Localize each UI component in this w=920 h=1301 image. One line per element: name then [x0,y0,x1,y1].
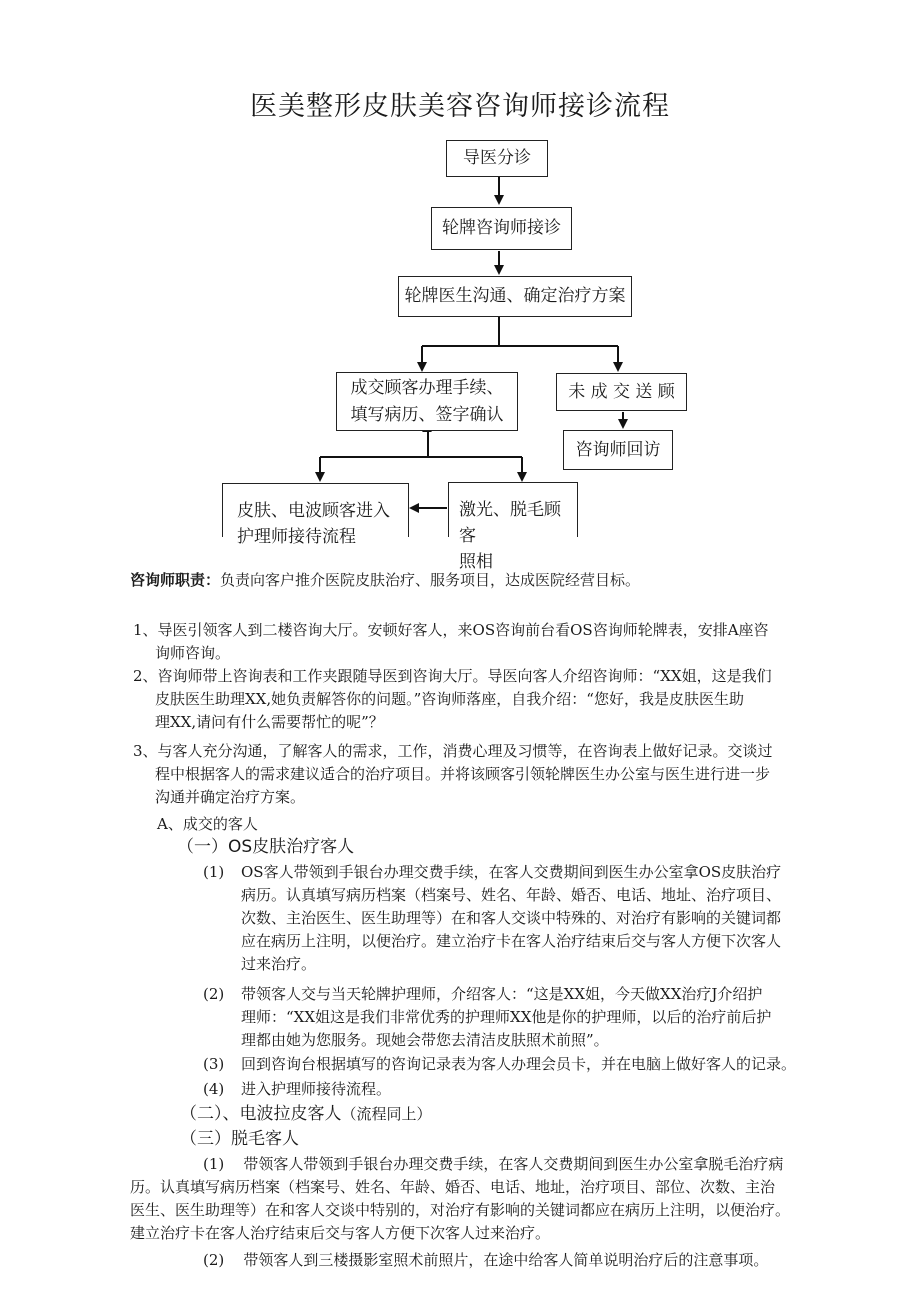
flow-step-deal: 成交顾客办理手续、 填写病历、签字确认 [336,372,518,431]
item-3: 3、与客人充分沟通，了解客人的需求，工作，消费心理及习惯等，在咨询表上做好记录。交谈过 程中根据客人的需求建议适合的治疗项目。并将该顾客引领轮牌医生办公室与医生进行进一步 沟通并确定治疗方案。 [133,742,773,806]
flow-step-triage: 导医分诊 [446,140,548,177]
section-2-heading: （二）、电波拉皮客人（流程同上） [180,1104,432,1124]
sec1-step-3-num: (3) [203,1055,225,1073]
duty-line [130,569,640,592]
sec1-step-1-num: (1) [203,863,225,881]
item-2: 2、咨询师带上咨询表和工作夹跟随导医到咨询大厅。导医向客人介绍咨询师：“XX姐，这是我们 皮肤医生助理XX,她负责解答你的问题。”咨询师落座，自我介绍：“您好，我是皮肤医生助 理XX,请问有什么需要帮忙的呢”？ [133,667,772,731]
flow-step-consultant-reception: 轮牌咨询师接诊 [431,207,572,250]
sec1-step-2-num: (2) [203,985,225,1003]
sec1-step-3: 回到咨询台根据填写的咨询记录表为客人办理会员卡，并在电脑上做好客人的记录。 [241,1055,797,1073]
flow-step-followup: 咨询师回访 [563,430,673,470]
flow-step-doctor-plan: 轮牌医生沟通、确定治疗方案 [398,276,632,317]
section-1-heading: （一）OS皮肤治疗客人 [177,837,355,857]
sec3-paragraph-2: (2) 带领客人到三楼摄影室照术前照片，在途中给客人简单说明治疗后的注意事项。 [203,1251,769,1269]
sec1-step-2: 带领客人交与当天轮牌护理师，介绍客人：“这是XX姐，今天做XX治疗J介绍护 理师：“XX姐这是我们非常优秀的护理师XX他是你的护理师，以后的治疗前后护 理都由她为您服务。现她会带您去清洁皮肤照术前照”。 [241,985,772,1049]
sec3-paragraph-1: (1) 带领客人带领到手银台办理交费手续，在客人交费期间到医生办公室拿脱毛治疗病 历。认真填写病历档案（档案号、姓名、年龄、婚否、电话、地址，治疗项目、部位、次数、主治 医生、医生助理等）在和客人交谈中特别的，对治疗有影响的关键词都应在病历上注明，以便治疗。 建立治疗卡在客人治疗结束后交与客人方便下次客人过来治疗。 [130,1155,791,1242]
duty-text: 负责向客户推介医院皮肤治疗、服务项目，达成医院经营目标。 [220,571,641,589]
flow-step-no-deal: 未 成 交 送 顾 [556,373,687,411]
sec1-step-4: 进入护理师接待流程。 [241,1080,392,1098]
sec1-step-4-num: (4) [203,1080,225,1098]
duty-label: 咨询师职责： [130,571,221,589]
section-a-label: A、成交的客人 [157,815,258,833]
page-title: 医美整形皮肤美容咨询师接诊流程 [250,91,670,122]
section-3-heading: （三）脱毛客人 [180,1129,299,1149]
item-1: 1、导医引领客人到二楼咨询大厅。安顿好客人，来OS咨询前台看OS咨询师轮牌表，安排A座咨 询师咨询。 [133,621,769,662]
flow-step-laser-photo: 激光、脱毛顾客 照相 [448,482,578,537]
sec1-step-1: OS客人带领到手银台办理交费手续，在客人交费期间到医生办公室拿OS皮肤治疗 病历。认真填写病历档案（档案号、姓名、年龄、婚否、电话、地址、治疗项目、 次数、主治医生、医生助理等）在和客人交谈中特殊的、对治疗有影响的关键词都 应在病历上注明，以便治疗。建立治疗卡在客人治疗结束后交与客人方便下次客人 过来治疗。 [241,863,782,973]
flow-step-skin-nursing: 皮肤、电波顾客进入 护理师接待流程 [222,483,409,537]
